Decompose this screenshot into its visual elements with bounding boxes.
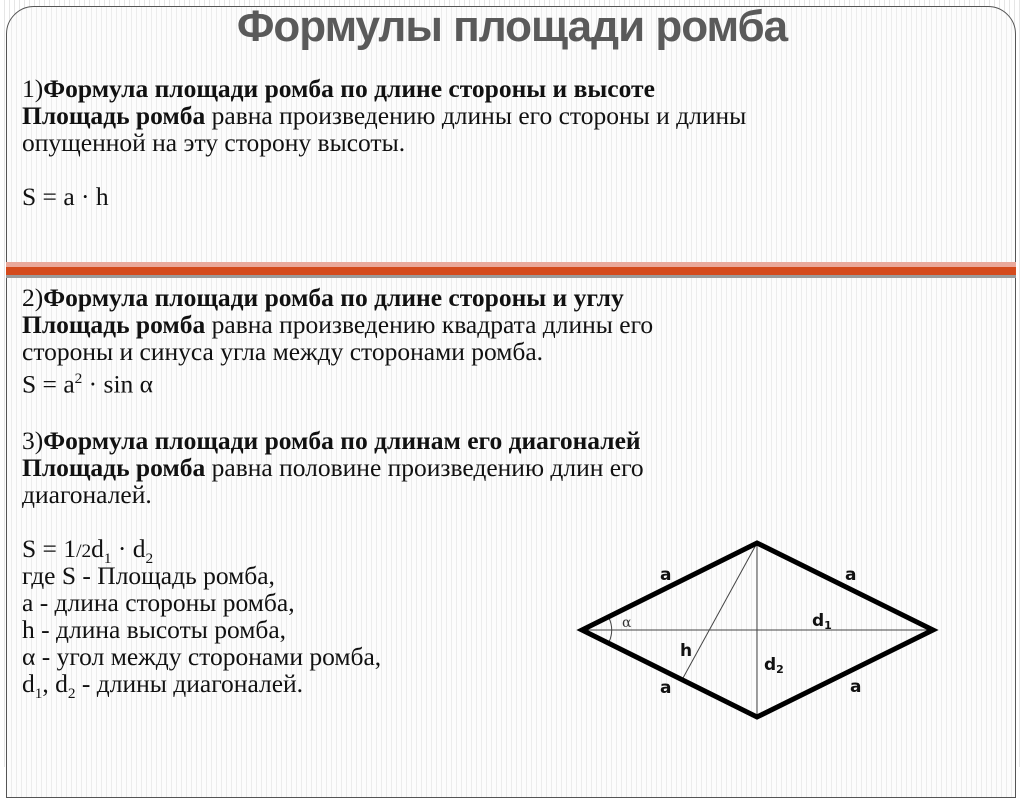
text: , d	[42, 671, 68, 698]
subscript: 2	[145, 551, 154, 567]
text: · sin α	[82, 371, 154, 399]
slide-title: Формулы площади ромба	[236, 2, 788, 51]
text: равна произведению длины его стороны и длины	[205, 103, 747, 130]
legend-line: α - угол между сторонами ромба,	[22, 644, 382, 671]
section2-text-line: стороны и синуса угла между сторонами ромба.	[22, 339, 544, 366]
side-label: a	[850, 677, 862, 697]
subscript: 2	[67, 686, 76, 702]
d2-subscript: 2	[776, 663, 784, 676]
side-label: a	[660, 565, 672, 585]
text: d	[91, 536, 104, 563]
legend-line: a - длина стороны ромба,	[22, 590, 295, 617]
d1-label: d	[812, 611, 825, 631]
legend-line: h - длина высоты ромба,	[22, 617, 287, 644]
height-label: h	[680, 641, 693, 661]
d2-label: d	[764, 655, 777, 675]
fraction: /2	[76, 541, 92, 562]
svg-text:d2	[764, 655, 784, 676]
text: равна половине произведению длин его	[205, 455, 644, 482]
text: S = a	[22, 371, 75, 399]
subscript: 1	[34, 686, 43, 702]
section-number: 2)	[22, 285, 44, 312]
section1-text-line: опущенной на эту сторону высоты.	[22, 130, 406, 157]
side-label: a	[660, 678, 672, 698]
bold-lead: Площадь ромба	[22, 455, 206, 482]
section-number: 1)	[22, 76, 44, 103]
section3-text-line: диагоналей.	[22, 482, 152, 509]
subscript: 1	[103, 551, 112, 567]
heading-text: Формула площади ромба по длине стороны и углу	[43, 285, 624, 312]
bold-lead: Площадь ромба	[22, 103, 206, 130]
text: равна произведению квадрата длины его	[205, 312, 654, 339]
section1-formula: S = a · h	[22, 184, 109, 211]
d1-subscript: 1	[824, 619, 832, 632]
text: · d	[111, 536, 146, 563]
text: S = 1	[22, 536, 77, 563]
heading-text: Формула площади ромба по длинам его диагоналей	[43, 428, 641, 455]
svg-text:d1	[812, 611, 832, 632]
text: d	[22, 671, 35, 698]
heading-text: Формула площади ромба по длине стороны и высоте	[43, 76, 655, 103]
section-number: 3)	[22, 428, 44, 455]
side-label: a	[845, 565, 857, 585]
superscript: 2	[74, 371, 83, 387]
bold-lead: Площадь ромба	[22, 312, 206, 339]
text: - длины диагоналей.	[75, 671, 304, 698]
angle-label: α	[622, 615, 632, 631]
legend-line: где S - Площадь ромба,	[22, 563, 275, 590]
